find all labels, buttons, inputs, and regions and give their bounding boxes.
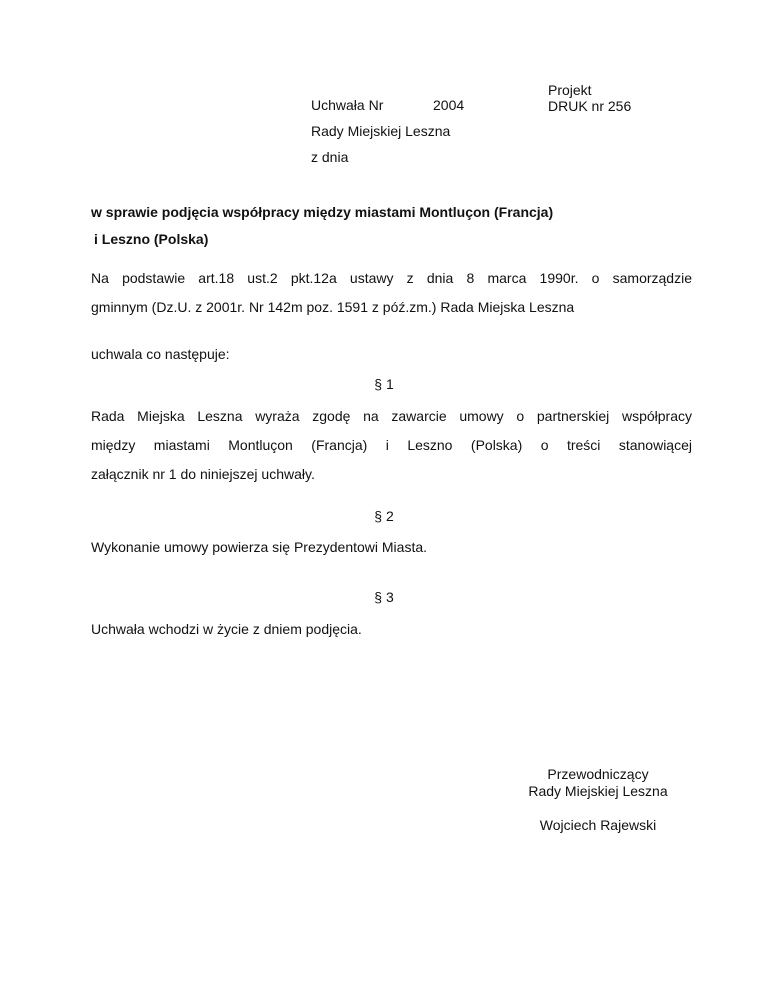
legal-basis-line-1: Na podstawie art.18 ust.2 pkt.12a ustawy z dnia 8 marca 1990r. o samorządzie [91,270,692,286]
section-1-symbol: § 1 [374,376,394,392]
signature-name: Wojciech Rajewski [539,817,657,833]
section-3-text: Uchwała wchodzi w życie z dniem podjęcia. [91,621,362,637]
section-3-symbol: § 3 [374,589,394,605]
section-2-text: Wykonanie umowy powierza się Prezydentowi Miasta. [91,539,428,555]
print-number: DRUK nr 256 [548,98,632,114]
date-label: z dnia [311,149,349,165]
project-label: Projekt [548,82,592,98]
section-1-paragraph [91,402,692,489]
section-1-line-2: między miastami Montluçon (Francja) i Leszno (Polska) o treści stanowiącej [91,437,692,453]
resolution-label: Uchwała Nr [311,97,384,113]
resolution-title-line-1: w sprawie podjęcia współpracy między miastami Montluçon (Francja) [91,204,554,220]
legal-basis-paragraph [91,264,692,322]
council-name: Rady Miejskiej Leszna [311,123,451,139]
resolution-title-line-2: i Leszno (Polska) [94,231,209,247]
resolves-text: uchwala co następuje: [91,346,230,362]
section-1-line-1: Rada Miejska Leszna wyraża zgodę na zawarcie umowy o partnerskiej współpracy [91,408,692,424]
resolution-year: 2004 [433,97,465,113]
section-1-line-3: załącznik nr 1 do niniejszej uchwały. [91,466,315,482]
legal-basis-line-2: gminnym (Dz.U. z 2001r. Nr 142m poz. 1591 z póź.zm.) Rada Miejska Leszna [91,299,575,315]
section-2-symbol: § 2 [374,508,394,524]
signature-council: Rady Miejskiej Leszna [528,783,668,799]
signature-role: Przewodniczący [547,766,649,782]
